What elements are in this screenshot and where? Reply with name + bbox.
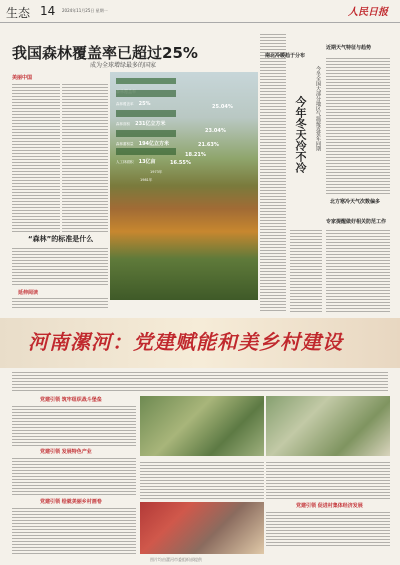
article-text-column: [260, 32, 286, 312]
feature-text-block: [12, 506, 136, 554]
stat-value: 25%: [138, 101, 151, 107]
article-text-block: [12, 296, 108, 310]
right-story-heading: 南北冷暖趋于分布: [265, 53, 306, 59]
feature-subtitle: 党建引领 发展特色产业: [40, 449, 92, 455]
page-number: 14: [40, 4, 56, 18]
stat-value: 194亿立方米: [138, 141, 170, 147]
year-label: 1973年: [150, 170, 163, 174]
stat-row: 人工林面积 13亿亩: [116, 148, 176, 155]
feature-subtitle: 党建引领 促进村集体经济发展: [296, 503, 363, 509]
stat-value: 13亿亩: [138, 159, 156, 165]
top-story-headline: 我国森林覆盖率已超过25%: [12, 44, 198, 62]
feature-text-block: [12, 456, 136, 496]
article-text-column: [326, 56, 390, 196]
stat-value: 231亿立方米: [135, 121, 166, 127]
percent-label: 21.63%: [198, 142, 219, 148]
feature-subtitle: 党建引领 筑牢组织战斗堡垒: [40, 397, 102, 403]
right-vertical-subhead: 今冬全国大部分地区气温接近常年同期: [315, 66, 321, 151]
feature-text-block: [266, 460, 390, 500]
forest-infographic-photo: [110, 72, 258, 300]
year-label: 1981年: [140, 178, 153, 182]
side-heading: “森林”的标准是什么: [28, 235, 94, 243]
article-text-column: [290, 228, 322, 312]
percent-label: 16.55%: [170, 160, 191, 166]
issue-date: 2024年11月25日 星期一: [62, 8, 108, 13]
feature-subtitle: 党建引领 绘就美丽乡村画卷: [40, 499, 102, 505]
feature-text-block: [266, 510, 390, 548]
right-third-heading: 北方寒冷天气次数偏多: [330, 199, 381, 205]
right-vertical-headline: 今年冬天冷不冷: [294, 96, 307, 173]
masthead: [0, 0, 400, 23]
feature-banner-title: 河南漯河：党建赋能和美乡村建设: [28, 330, 343, 354]
photo-credit: 图片均由漯河市委组织部提供: [150, 557, 202, 562]
article-text-column: [62, 82, 108, 232]
newspaper-logo: 人民日报: [348, 7, 388, 18]
related-tag: 延伸阅读: [18, 290, 39, 296]
chart-heading-bar: [116, 78, 176, 84]
section-name: 生态: [6, 6, 31, 20]
article-text-column: [12, 82, 60, 232]
feature-intro-text: [12, 370, 388, 392]
right-fourth-heading: 专家提醒做好相关防范工作: [326, 219, 387, 225]
top-story-subhead: 成为全球增绿最多的国家: [90, 62, 157, 69]
right-second-heading: 近期天气特征与趋势: [326, 45, 372, 51]
feature-photo-party-event: [140, 502, 264, 554]
stat-row: 森林面积 231亿立方米: [116, 110, 176, 117]
feature-text-block: [12, 404, 136, 446]
article-text-block: [12, 246, 108, 286]
percent-label: 25.04%: [212, 104, 233, 110]
feature-photo-village: [266, 396, 390, 456]
feature-text-block: [140, 460, 264, 500]
percent-label: 18.21%: [185, 152, 206, 158]
feature-photo-greenhouse: [140, 396, 264, 456]
section-tag: 美丽中国: [12, 75, 33, 81]
stat-row: 森林覆盖率 25%: [116, 90, 176, 97]
stat-row: 森林蓄积量 194亿立方米: [116, 130, 176, 137]
percent-label: 23.04%: [205, 128, 226, 134]
article-text-column: [326, 228, 390, 312]
